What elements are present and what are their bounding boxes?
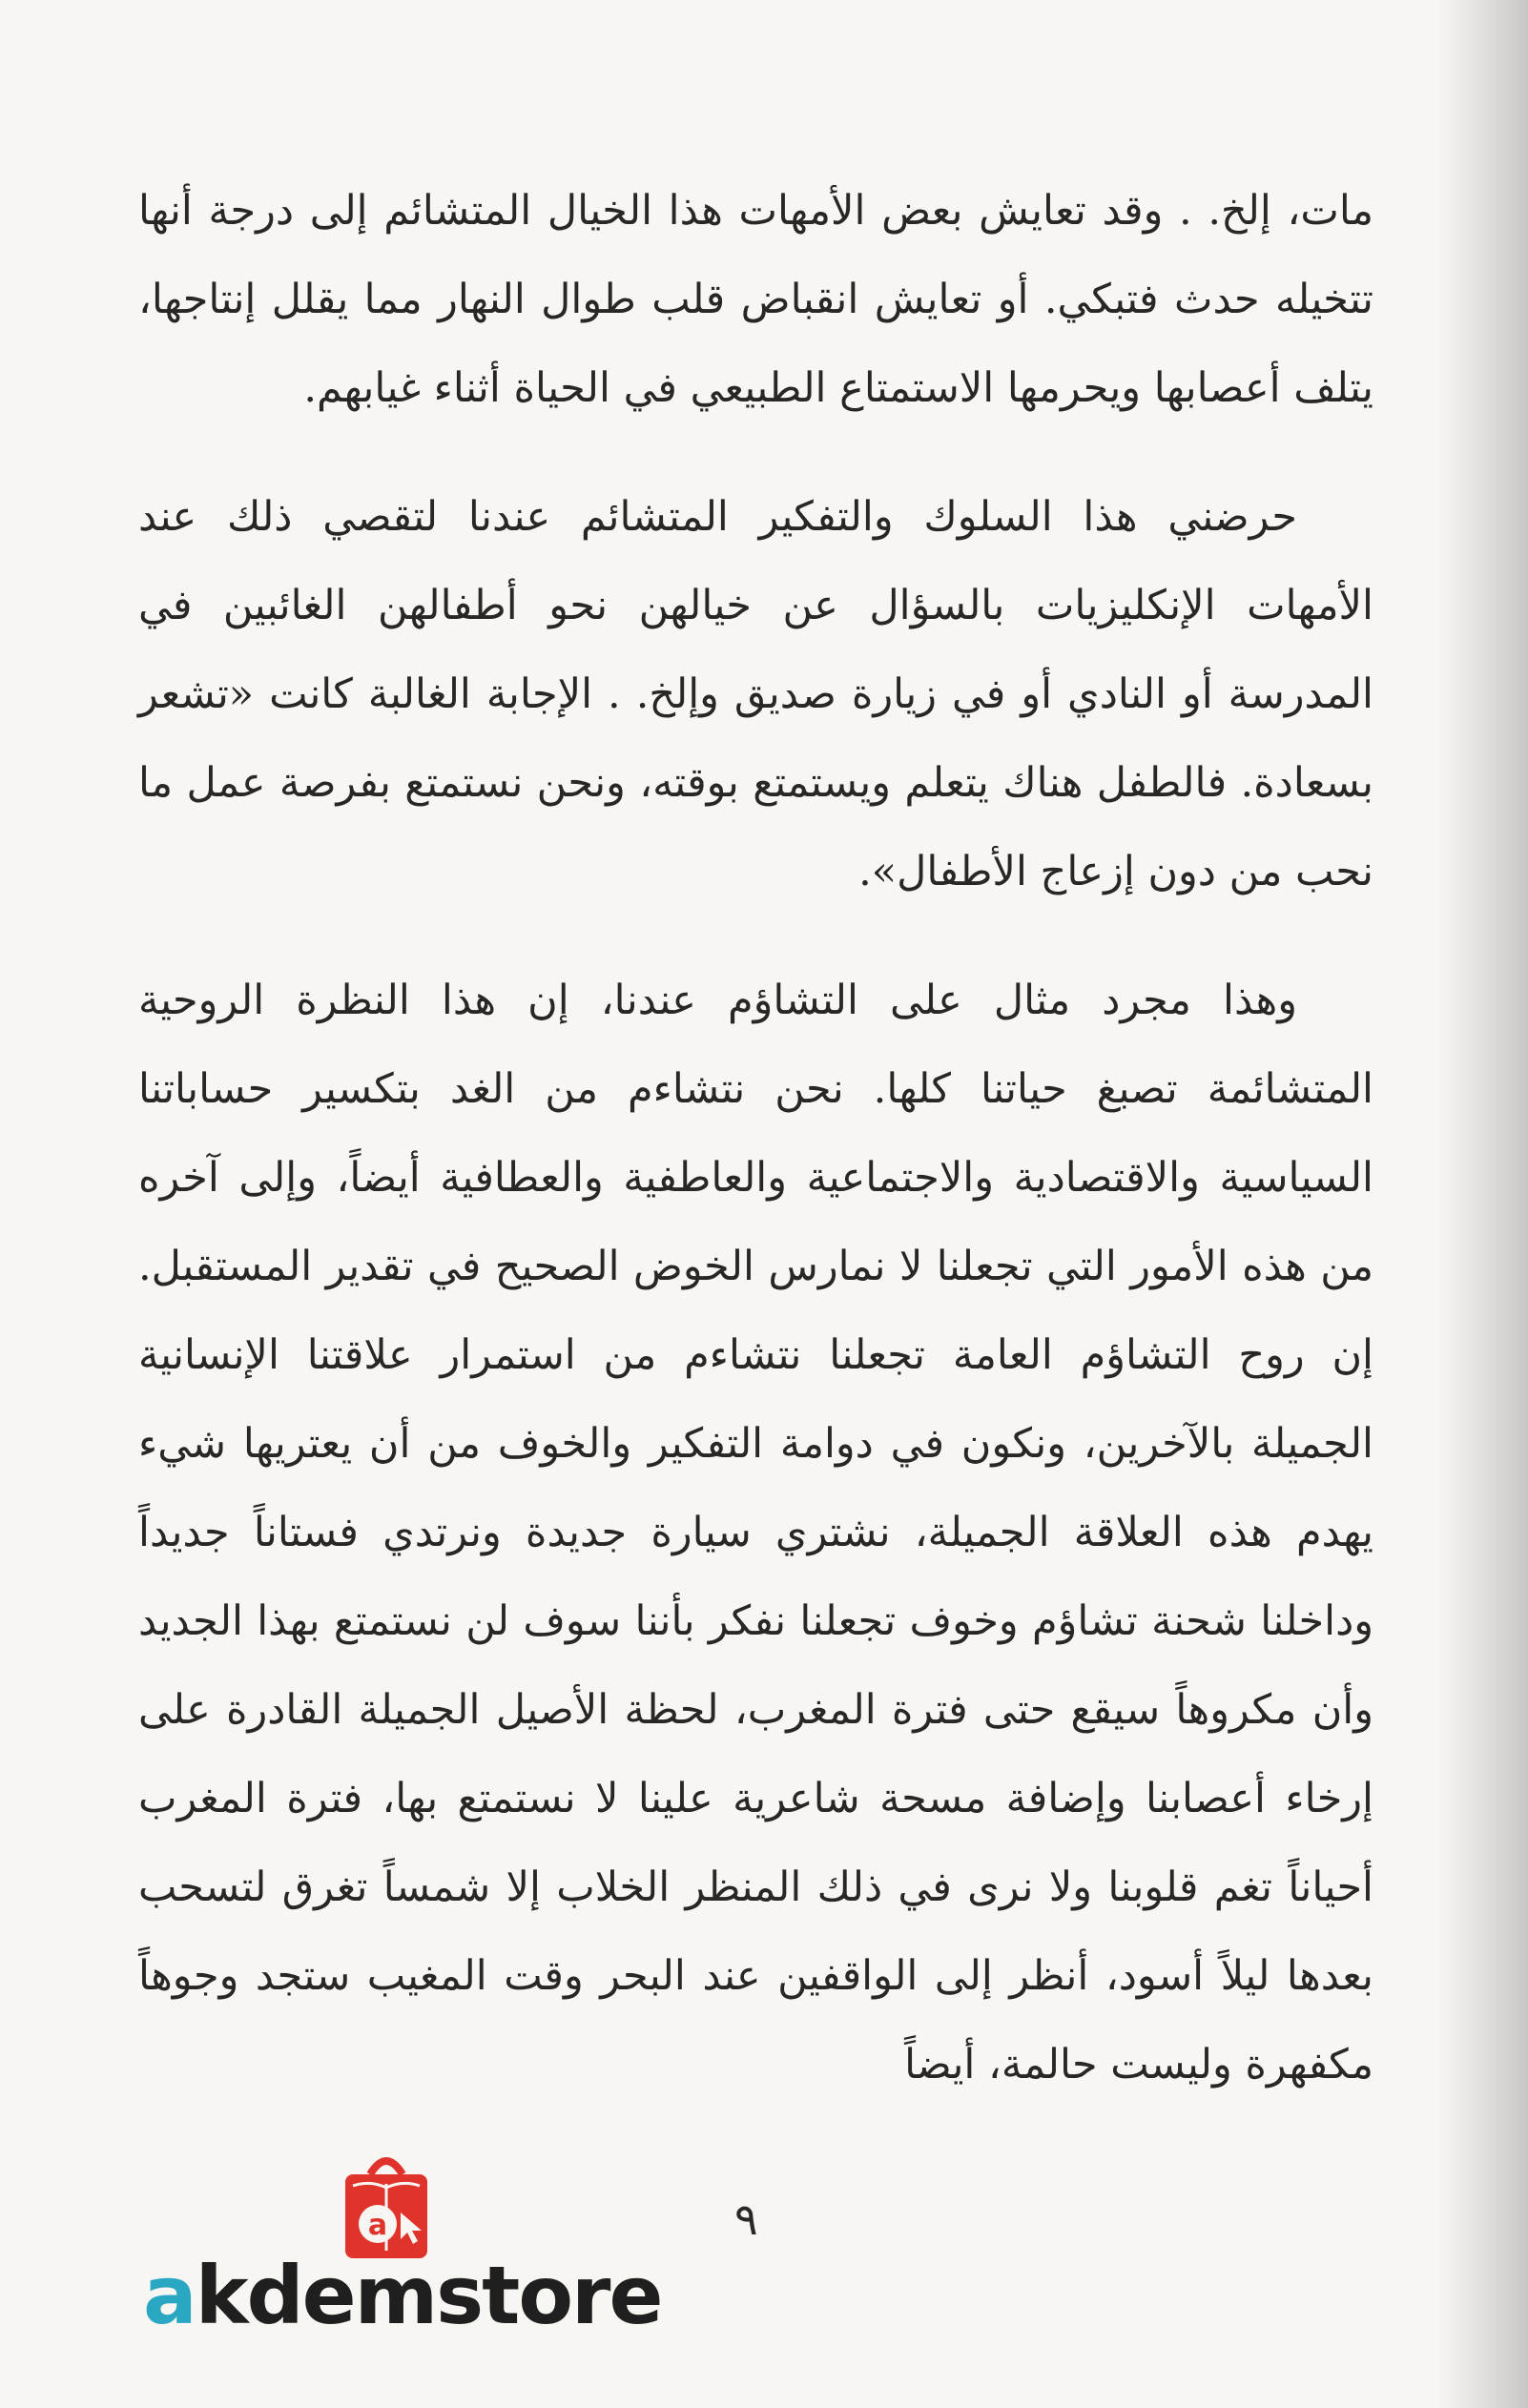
logo-icon-letter: a [367,2209,388,2242]
paragraph-1: مات، إلخ. . وقد تعايش بعض الأمهات هذا الخيال المتشائم إلى درجة أنها تتخيله حدث فتبكي. أو تعايش انقباض قلب طوال النهار مما يقلل إنتاجها، يتلف أعصابها ويحرمها الاستمتاع الطبيعي في الحياة أثناء غيابهم. [138,187,1373,412]
book-cart-icon [334,2146,439,2265]
paragraph-2: حرضني هذا السلوك والتفكير المتشائم عندنا لتقصي ذلك عند الأمهات الإنكليزيات بالسؤال عن خيالهن نحو أطفالهن الغائبين في المدرسة أو النادي أو في زيارة صديق وإلخ. . الإجابة الغالبة كانت «تشعر بسعادة. فالطفل هناك يتعلم ويستمتع بوقته، ونحن نستمتع بفرصة عمل ما نحب من دون إزعاج الأطفال». [138,493,1373,895]
akdemstore-logo [143,2146,662,2342]
brand-rest: kdemstore [195,2249,662,2342]
brand-accent-letter: a [143,2249,196,2342]
page-edge-shadow [1437,0,1528,2408]
paragraph-3: وهذا مجرد مثال على التشاؤم عندنا، إن هذا النظرة الروحية المتشائمة تصبغ حياتنا كلها. نحن نتشاءم من الغد بتكسير حساباتنا السياسية والاقتصادية والاجتماعية والعاطفية والعطافية أيضاً، وإلى آخره من هذه الأمور التي تجعلنا لا نمارس الخوض الصحيح في تقدير المستقبل. إن روح التشاؤم العامة تجعلنا نتشاءم من استمرار علاقتنا الإنسانية الجميلة بالآخرين، ونكون في دوامة التفكير والخوف من أن يعتريها شيء يهدم هذه العلاقة الجميلة، نشتري سيارة جديدة ونرتدي فستاناً جديداً وداخلنا شحنة تشاؤم وخوف تجعلنا نفكر بأننا سوف لن نستمتع بهذا الجديد وأن مكروهاً سيقع حتى فترة المغرب، لحظة الأصيل الجميلة القادرة على إرخاء أعصابنا وإضافة مسحة شاعرية علينا لا نستمتع بها، فترة المغرب أحياناً تغم قلوبنا ولا نرى في ذلك المنظر الخلاب إلا شمساً تغرق لتسحب بعدها ليلاً أسود، أنظر إلى الواقفين عند البحر وقت المغيب ستجد وجوهاً مكفهرة وليست حالمة، أيضاً [138,977,1373,2089]
page-text [138,167,1373,2150]
page-number: ٩ [734,2193,758,2245]
brand-wordmark [143,2249,662,2342]
